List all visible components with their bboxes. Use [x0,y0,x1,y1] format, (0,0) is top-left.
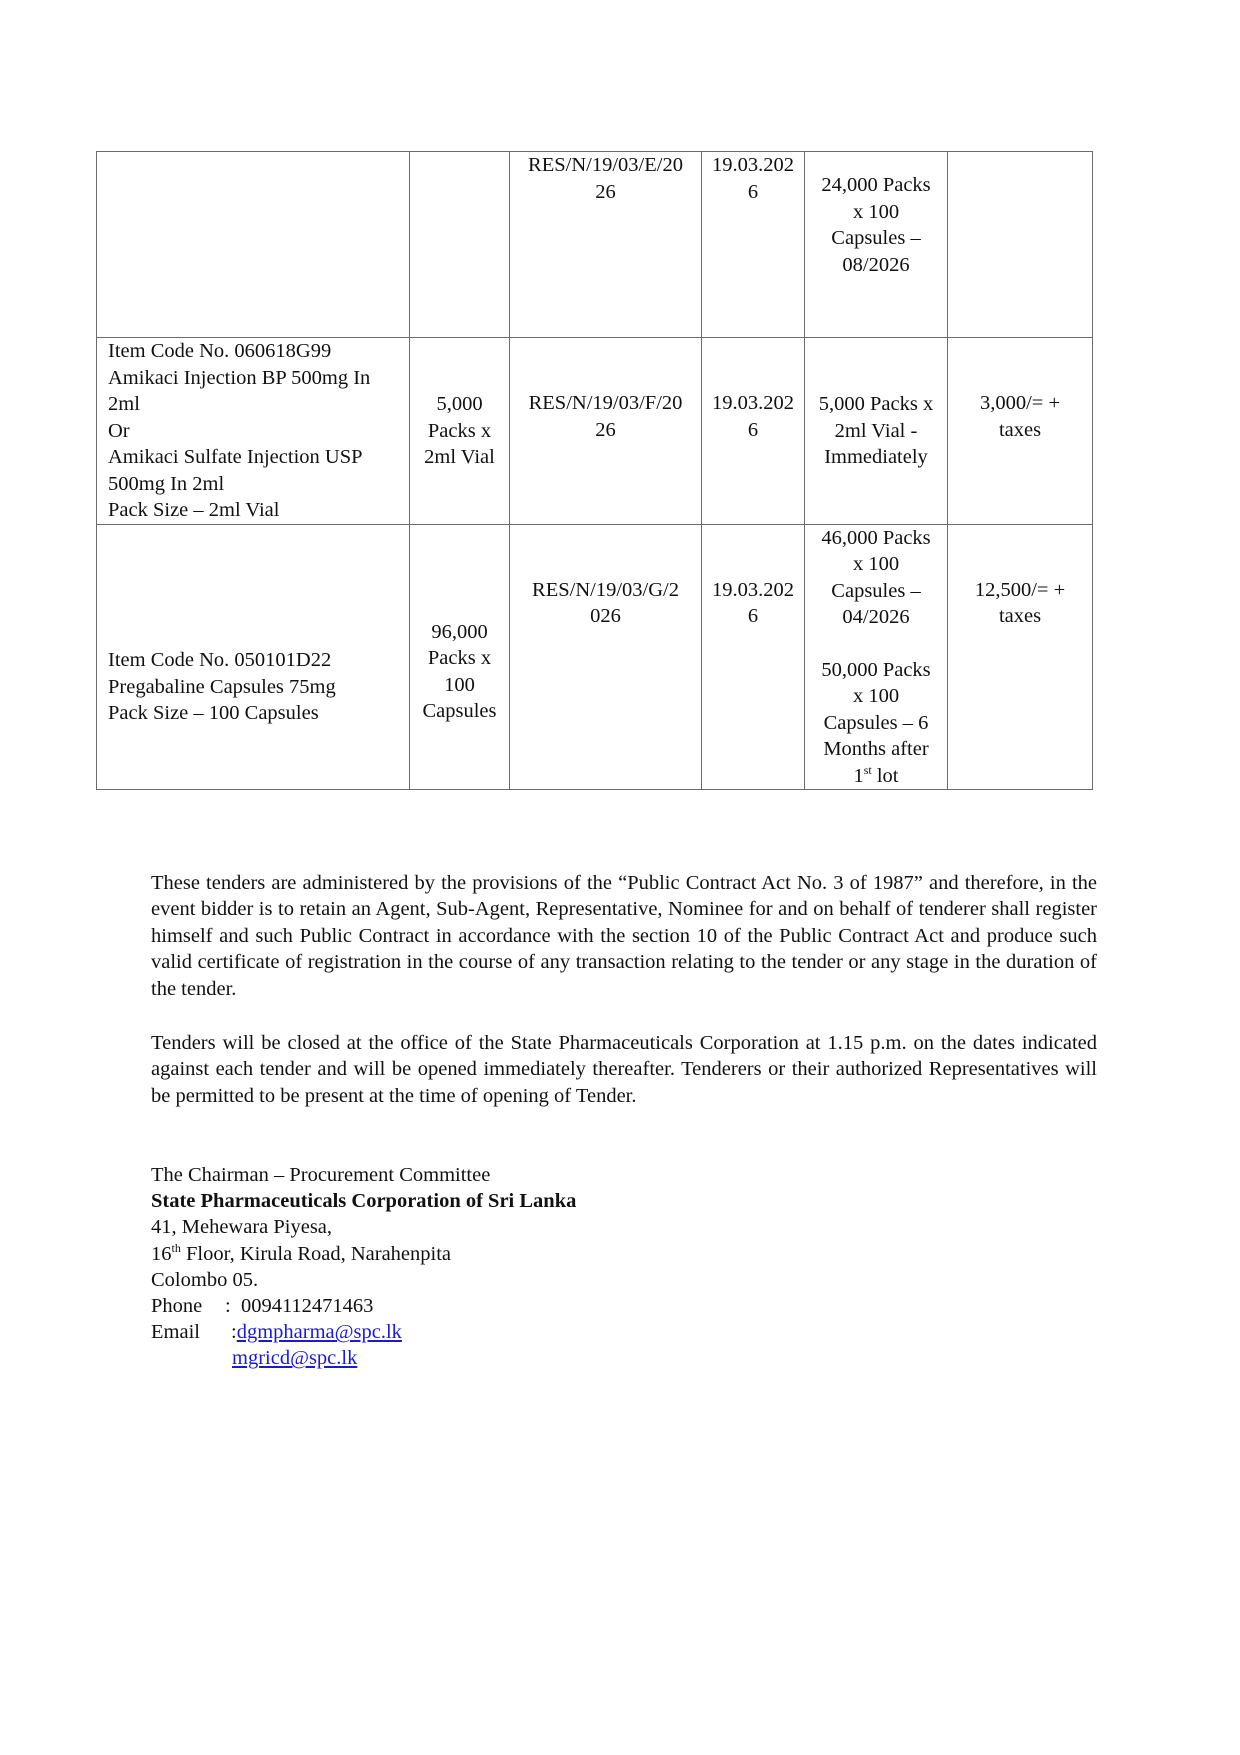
email-label: Email [151,1321,200,1344]
organization-name: State Pharmaceuticals Corporation of Sri Lanka [151,1190,577,1213]
delivery-text: 50,000 Packs [821,658,931,681]
closing-date-cell [702,152,805,338]
bid-bond-cell [948,338,1093,525]
ordinal-suffix: th [171,1240,181,1255]
quantity-text: Packs x [427,419,492,442]
item-text: Pack Size – 100 Capsules [108,702,319,724]
quantity-text: 100 [444,673,475,696]
delivery-text: 46,000 Packs [821,526,931,549]
delivery-text: 04/2026 [842,606,910,628]
quantity-cell [410,524,510,790]
item-text: Pregabaline Capsules 75mg [108,675,336,698]
delivery-text: Capsules – [831,227,921,249]
item-text: Or [108,419,130,442]
delivery-text: 5,000 Packs x [818,393,934,415]
email-row [151,1345,576,1371]
email-row [151,1319,576,1345]
item-text: Pack Size – 2ml Vial [108,499,280,521]
item-text: Amikaci Sulfate Injection USP [108,446,363,468]
delivery-text: Capsules – 6 [823,711,929,734]
delivery-text: x 100 [852,553,900,575]
quantity-text: Packs x [427,647,492,670]
tender-no: 026 [590,605,621,627]
delivery-text: x 100 [852,685,900,707]
floor-number: 16 [151,1242,172,1265]
closing-paragraph: Tenders will be closed at the office of the State Pharmaceuticals Corporation at 1.15 p.m. on the dates indicated against each tender and will be opened immediately thereafter. Tenderers or their authorized Representatives will be permitted to be present at the time of opening of Tender. [151,1032,1097,1107]
tender-no-cell [510,524,702,790]
closing-date: 19.03.202 [712,578,794,601]
phone-row [151,1293,576,1319]
closing-date: 6 [747,418,759,441]
bid-bond-text: 3,000/= + [979,392,1061,414]
delivery-text: Months after [823,738,929,760]
address-line: Colombo 05. [151,1268,259,1291]
bid-bond-cell [948,152,1093,338]
item-cell [97,152,410,338]
closing-date: 6 [747,180,759,203]
address-line [151,1241,576,1267]
table-row [97,152,1093,338]
email-separator: : [231,1321,237,1344]
ordinal-suffix: st [863,762,872,777]
public-contract-paragraph: These tenders are administered by the provisions of the “Public Contract Act No. 3 of 1987” and therefore, in the event bidder is to retain an Agent, Sub-Agent, Representative, Nominee for and on behalf of tenderer shall register himself and such Public Contract in accordance with the section 10 of the Public Contract Act and produce such valid certificate of registration in the course of any transaction relating to the tender or any stage in the duration of the tender. [151,872,1097,1000]
delivery-lot-label: lot [871,764,899,787]
tender-no-cell [510,338,702,525]
item-text: 2ml [108,393,140,415]
bid-bond-text: taxes [998,418,1042,441]
phone-value: : 0094112471463 [225,1295,374,1318]
bid-bond-text: 12,500/= + [974,578,1066,601]
address-rest: Floor, Kirula Road, Narahenpita [180,1242,452,1265]
bid-bond-cell [948,524,1093,790]
tender-no-cell [510,152,702,338]
delivery-text: 24,000 Packs [821,174,931,196]
tender-no: 26 [595,418,616,441]
delivery-text: 2ml Vial - [834,419,918,442]
delivery-text: 08/2026 [842,253,910,276]
table-row [97,338,1093,525]
item-text: Item Code No. 050101D22 [108,649,332,671]
table-row [97,524,1093,790]
tender-no: 26 [595,180,616,203]
tender-no: RES/N/19/03/F/20 [528,392,683,414]
address-line: 41, Mehewara Piyesa, [151,1216,333,1239]
closing-date: 19.03.202 [712,154,794,176]
delivery-cell [805,152,948,338]
delivery-cell [805,338,948,525]
closing-date-cell [702,524,805,790]
delivery-text: x 100 [852,200,900,223]
email-link[interactable]: dgmpharma@spc.lk [236,1321,402,1344]
tender-no: RES/N/19/03/G/2 [532,578,679,601]
quantity-text: 5,000 [436,393,483,415]
delivery-cell [805,524,948,790]
item-text: Item Code No. 060618G99 [108,340,332,362]
quantity-text: 2ml Vial [424,446,495,468]
delivery-text: Immediately [824,446,928,468]
quantity-cell [410,338,510,525]
phone-label: Phone [151,1295,203,1318]
closing-date-cell [702,338,805,525]
item-text: Amikaci Injection BP 500mg In [108,366,371,389]
delivery-text [811,763,941,790]
tender-no: RES/N/19/03/E/20 [528,154,683,176]
quantity-text: Capsules [422,700,497,723]
delivery-text: Capsules – [831,579,921,602]
tender-table [96,151,1093,790]
spacer [811,631,941,657]
closing-date: 6 [747,605,759,627]
quantity-text: 96,000 [431,620,488,643]
delivery-lot-number: 1 [853,764,864,787]
bid-bond-text: taxes [998,605,1042,627]
email-link[interactable]: mgricd@spc.lk [232,1347,358,1370]
signatory-title: The Chairman – Procurement Committee [151,1164,491,1186]
item-cell [97,338,410,525]
signature-block [151,1162,576,1372]
item-cell [97,524,410,790]
closing-date: 19.03.202 [712,392,794,414]
quantity-cell [410,152,510,338]
item-text: 500mg In 2ml [108,472,225,495]
